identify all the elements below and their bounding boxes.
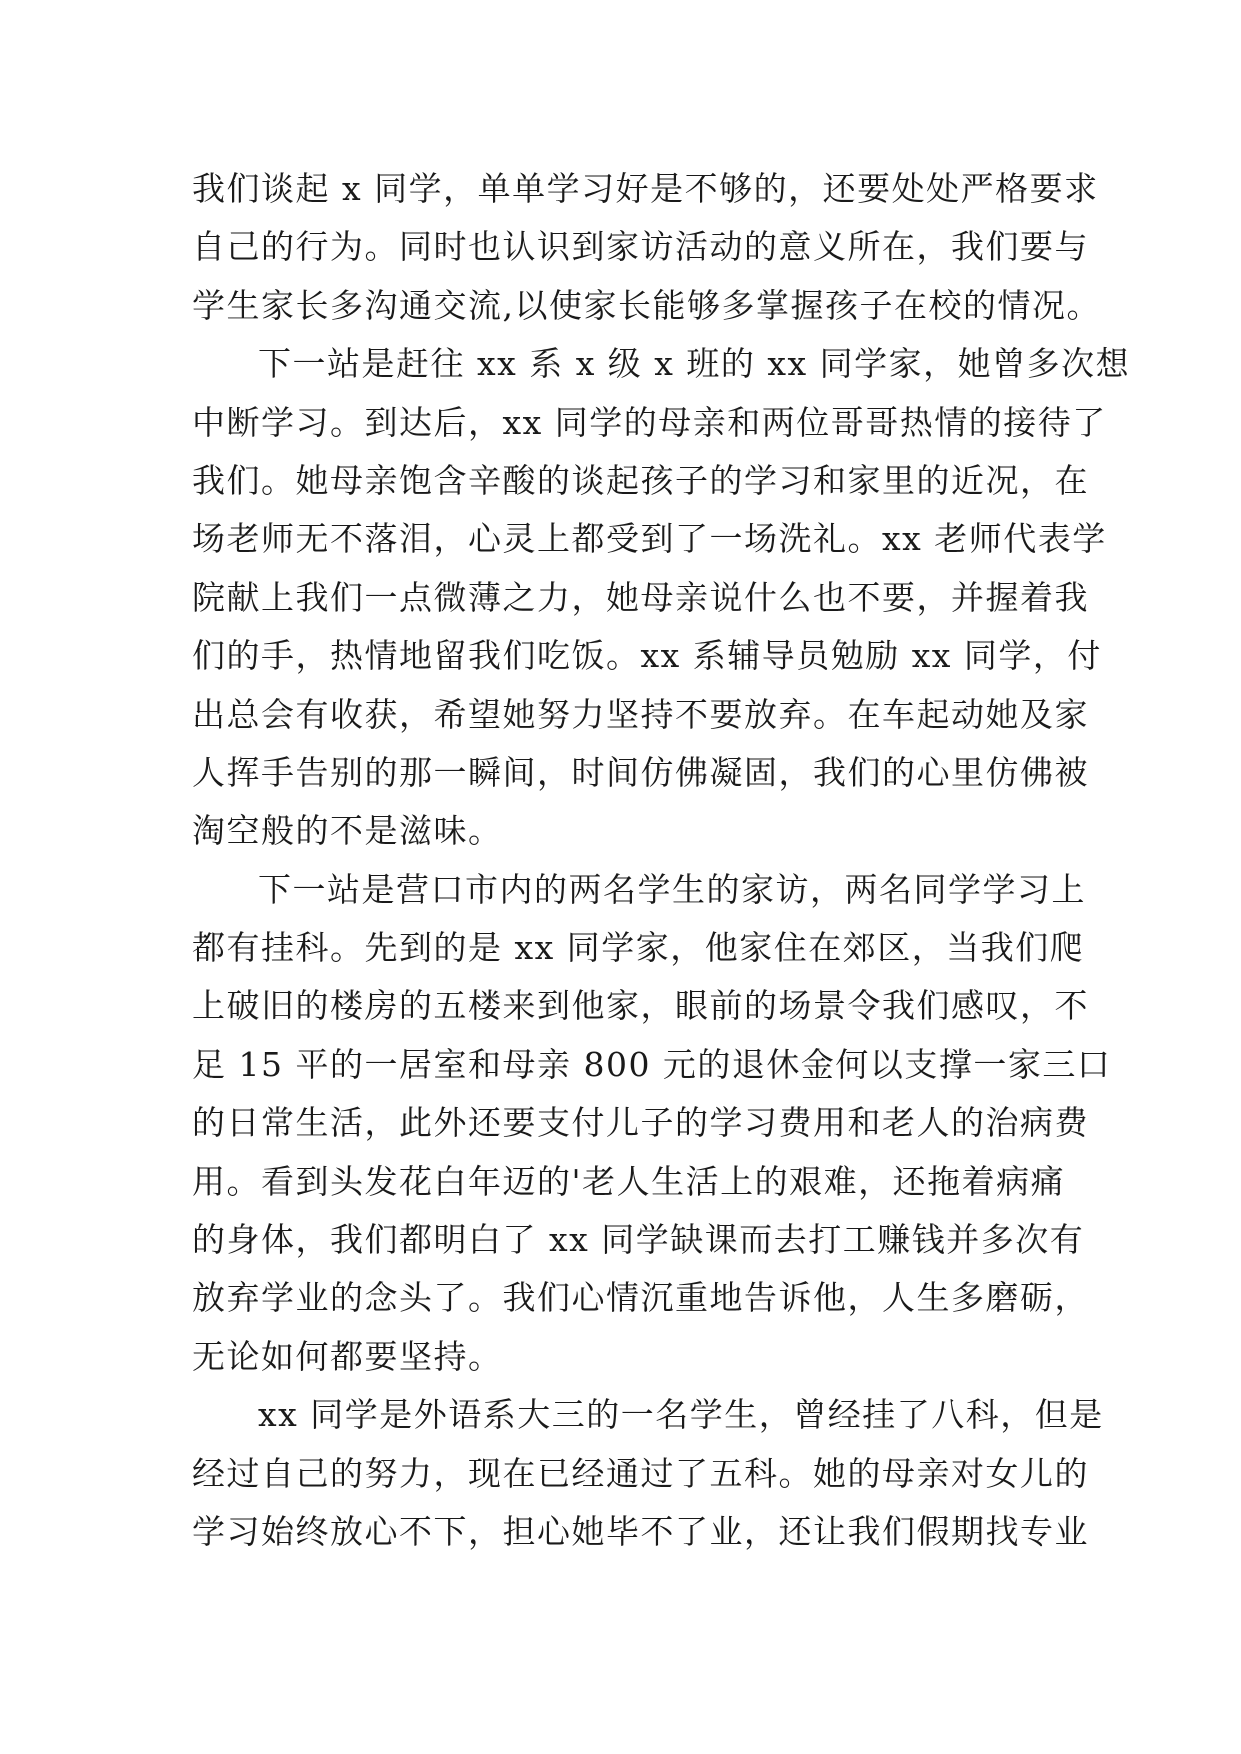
text-line: 自己的行为。同时也认识到家访活动的意义所在，我们要与 <box>192 227 1089 267</box>
text-line: 放弃学业的念头了。我们心情沉重地告诉他，人生多磨砺， <box>192 1278 1089 1318</box>
text-line: 的日常生活，此外还要支付儿子的学习费用和老人的治病费 <box>192 1103 1089 1143</box>
text-line: 上破旧的楼房的五楼来到他家，眼前的场景令我们感叹，不 <box>192 986 1089 1026</box>
text-line: 人挥手告别的那一瞬间，时间仿佛凝固，我们的心里仿佛被 <box>192 752 1089 792</box>
text-line: 经过自己的努力，现在已经通过了五科。她的母亲对女儿的 <box>192 1453 1089 1493</box>
body-text <box>192 160 1131 1561</box>
text-line: 学生家长多沟通交流,以使家长能够多掌握孩子在校的情况。 <box>192 285 1101 325</box>
text-line: 都有挂科。先到的是 xx 同学家，他家住在郊区，当我们爬 <box>192 928 1085 968</box>
paragraph-start-line: 下一站是赶往 xx 系 x 级 x 班的 xx 同学家，她曾多次想 <box>258 344 1131 384</box>
text-line: 们的手，热情地留我们吃饭。xx 系辅导员勉励 xx 同学，付 <box>192 636 1102 676</box>
paragraph-start-line: xx 同学是外语系大三的一名学生，曾经挂了八科，但是 <box>258 1395 1104 1435</box>
text-line: 学习始终放心不下，担心她毕不了业，还让我们假期找专业 <box>192 1511 1089 1551</box>
text-line: 足 15 平的一居室和母亲 800 元的退休金何以支撑一家三口 <box>192 1044 1112 1084</box>
text-line: 的身体，我们都明白了 xx 同学缺课而去打工赚钱并多次有 <box>192 1220 1085 1260</box>
paragraph-start-line: 下一站是营口市内的两名学生的家访，两名同学学习上 <box>258 869 1086 909</box>
text-line: 我们。她母亲饱含辛酸的谈起孩子的学习和家里的近况，在 <box>192 460 1089 500</box>
text-line: 无论如何都要坚持。 <box>192 1336 503 1376</box>
text-line: 我们谈起 x 同学，单单学习好是不够的，还要处处严格要求 <box>192 169 1099 208</box>
text-line: 淘空般的不是滋味。 <box>192 811 503 851</box>
text-line: 用。看到头发花白年迈的'老人生活上的艰难，还拖着病痛 <box>192 1161 1066 1201</box>
text-line: 场老师无不落泪，心灵上都受到了一场洗礼。xx 老师代表学 <box>192 519 1107 559</box>
text-line: 出总会有收获，希望她努力坚持不要放弃。在车起动她及家 <box>192 694 1089 734</box>
text-line: 中断学习。到达后，xx 同学的母亲和两位哥哥热情的接待了 <box>192 402 1107 442</box>
text-line: 院献上我们一点微薄之力，她母亲说什么也不要，并握着我 <box>192 577 1089 617</box>
